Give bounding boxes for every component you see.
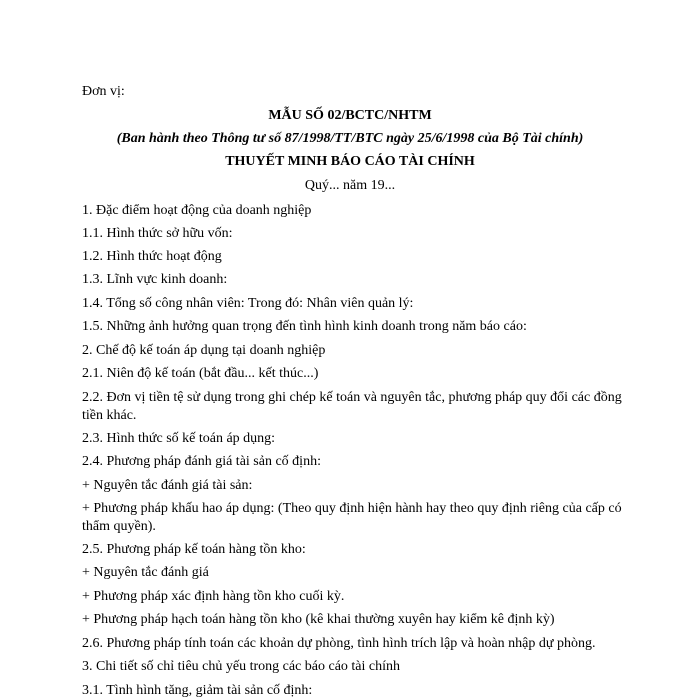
item-2-2: 2.2. Đơn vị tiền tệ sử dụng trong ghi chép kế toán và nguyên tắc, phương pháp quy đổi các đồng tiền khác. [82, 390, 622, 423]
report-period: Quý... năm 19... [304, 178, 396, 193]
section-1: 1. Đặc điểm hoạt động của doanh nghiệp [82, 203, 312, 218]
document-title: THUYẾT MINH BÁO CÁO TÀI CHÍNH [225, 154, 475, 169]
item-2-5-a: + Nguyên tắc đánh giá [82, 565, 209, 580]
section-2: 2. Chế độ kế toán áp dụng tại doanh nghiệp [82, 343, 326, 358]
item-3-1: 3.1. Tình hình tăng, giảm tài sản cố định: [82, 683, 313, 698]
item-2-5: 2.5. Phương pháp kế toán hàng tồn kho: [82, 542, 306, 557]
form-code: MẪU SỐ 02/BCTC/NHTM [268, 108, 432, 123]
item-2-5-b: + Phương pháp xác định hàng tồn kho cuối kỳ. [82, 589, 345, 604]
item-2-4-a: + Nguyên tắc đánh giá tài sản: [82, 478, 253, 493]
item-2-1: 2.1. Niên độ kế toán (bắt đầu... kết thúc...) [82, 366, 319, 381]
item-2-3: 2.3. Hình thức số kế toán áp dụng: [82, 431, 276, 446]
item-1-5: 1.5. Những ảnh hưởng quan trọng đến tình hình kinh doanh trong năm báo cáo: [82, 319, 527, 334]
item-2-4: 2.4. Phương pháp đánh giá tài sản cố định: [82, 454, 321, 469]
section-3: 3. Chi tiết số chỉ tiêu chủ yếu trong các báo cáo tài chính [82, 659, 401, 674]
issued-by-note: (Ban hành theo Thông tư số 87/1998/TT/BTC ngày 25/6/1998 của Bộ Tài chính) [116, 131, 584, 146]
item-2-6: 2.6. Phương pháp tính toán các khoản dự phòng, tình hình trích lập và hoàn nhập dự phòng. [82, 636, 596, 651]
item-1-1: 1.1. Hình thức sở hữu vốn: [82, 226, 233, 241]
item-2-4-b: + Phương pháp khấu hao áp dụng: (Theo quy định hiện hành hay theo quy định riêng của cấp có thẩm quyền). [82, 501, 622, 534]
item-1-4: 1.4. Tổng số công nhân viên: Trong đó: Nhân viên quản lý: [82, 296, 414, 311]
item-1-3: 1.3. Lĩnh vực kinh doanh: [82, 272, 228, 287]
unit-label: Đơn vị: [82, 84, 125, 99]
item-1-2: 1.2. Hình thức hoạt động [82, 249, 222, 264]
item-2-5-c: + Phương pháp hạch toán hàng tồn kho (kê khai thường xuyên hay kiểm kê định kỳ) [82, 612, 555, 627]
